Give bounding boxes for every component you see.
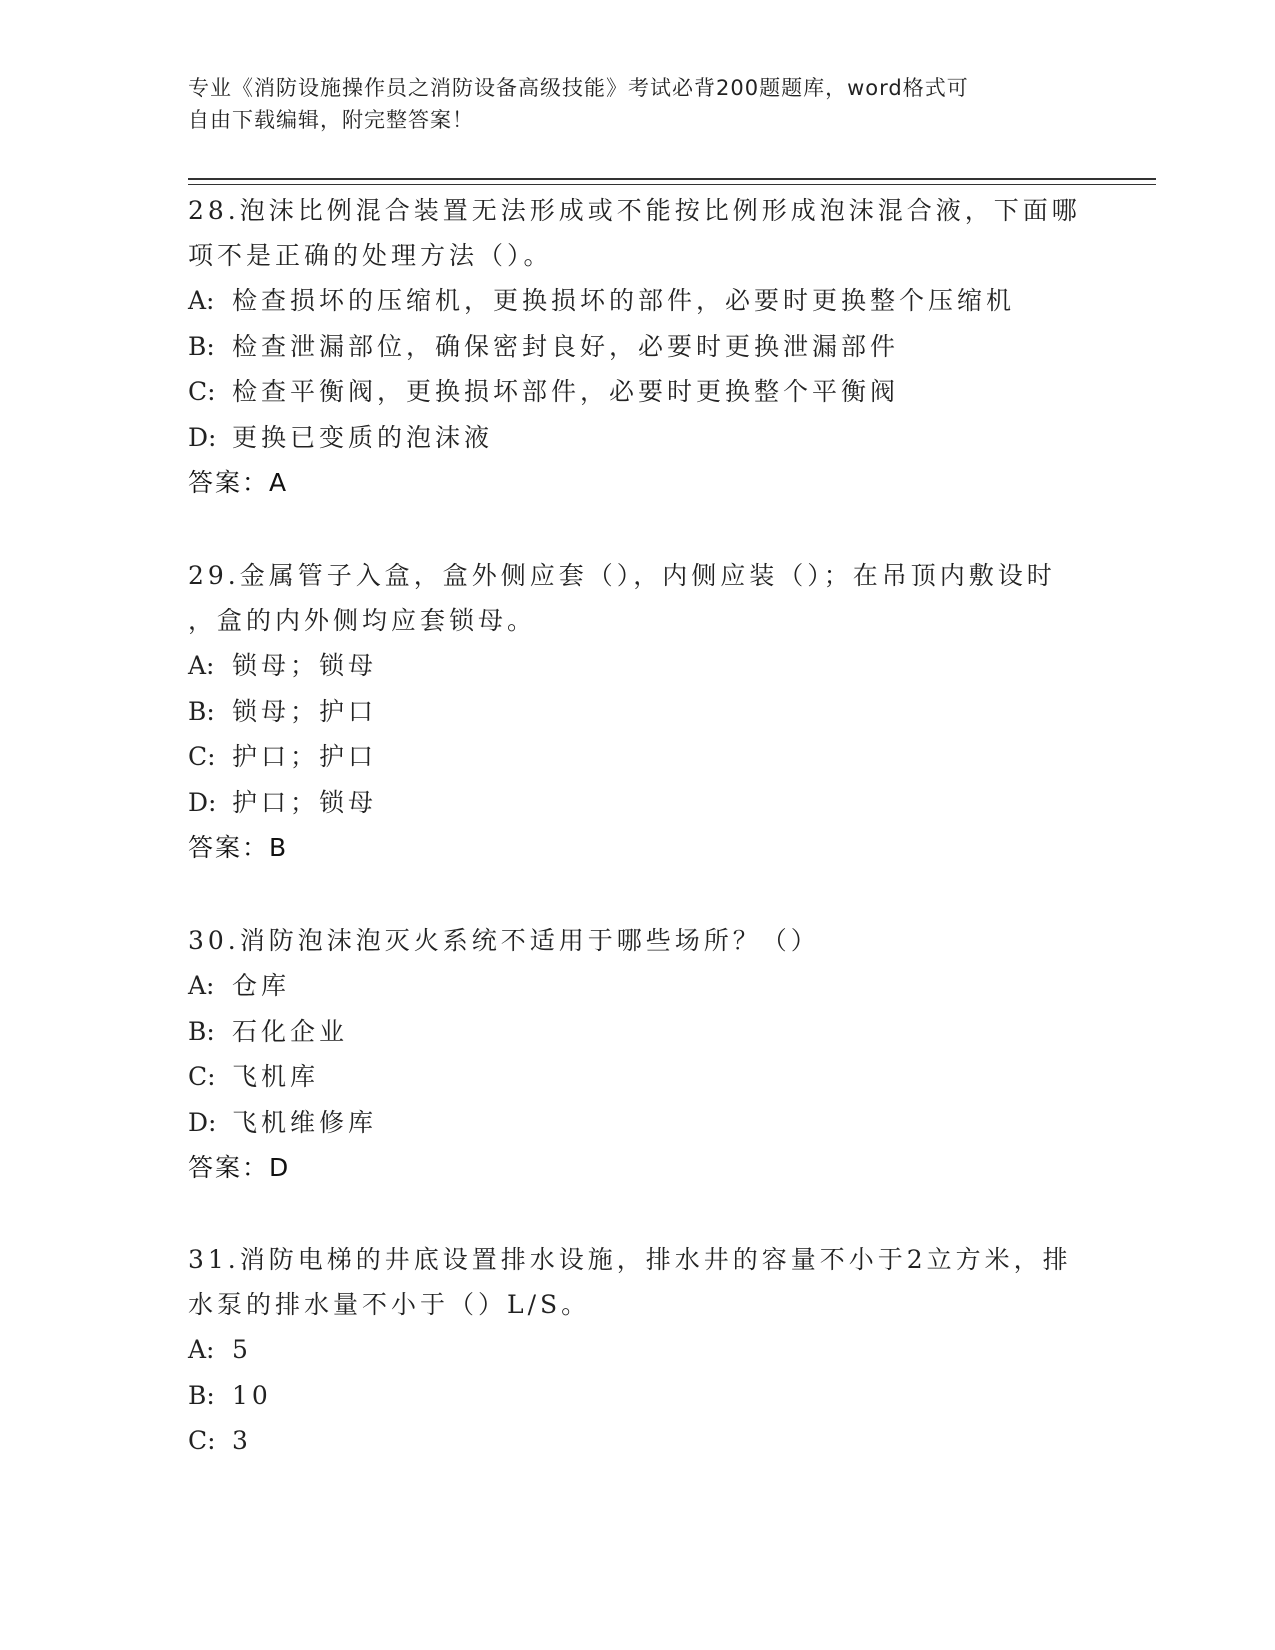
- option-text: 10: [232, 1380, 272, 1410]
- option-text: 检查损坏的压缩机，更换损坏的部件，必要时更换整个压缩机: [232, 286, 1016, 315]
- option-text: 护口；锁母: [232, 787, 378, 817]
- option-b: [188, 324, 1088, 370]
- header-line-2: 自由下载编辑，附完整答案！: [188, 108, 474, 132]
- option-text: 检查平衡阀，更换损坏部件，必要时更换整个平衡阀: [232, 377, 900, 406]
- option-text: 3: [232, 1426, 252, 1455]
- option-letter: A:: [188, 1335, 215, 1364]
- option-letter: D:: [188, 1107, 217, 1137]
- question-30: [188, 918, 1088, 1191]
- document-header: [188, 72, 1068, 136]
- answer-line: 答案：B: [188, 833, 289, 862]
- option-c: [188, 1418, 1088, 1464]
- option-text: 锁母；护口: [232, 696, 378, 726]
- option-b: [188, 689, 1088, 735]
- question-stem-line-1: 30.消防泡沫泡灭火系统不适用于哪些场所？（）: [188, 926, 820, 955]
- option-letter: B:: [188, 331, 215, 361]
- question-stem-line-1: 29.金属管子入盒，盒外侧应套（），内侧应装（）；在吊顶内敷设时: [188, 561, 1056, 590]
- option-text: 飞机库: [232, 1062, 320, 1091]
- option-text: 更换已变质的泡沫液: [232, 422, 494, 452]
- option-text: 护口；护口: [232, 742, 378, 771]
- option-letter: A:: [188, 651, 215, 680]
- option-text: 锁母；锁母: [232, 651, 378, 680]
- option-text: 5: [232, 1335, 252, 1364]
- option-b: [188, 1373, 1088, 1419]
- option-text: 石化企业: [232, 1016, 349, 1046]
- question-stem-line-2: 水泵的排水量不小于（）L/S。: [188, 1290, 591, 1319]
- header-divider-thin: [188, 184, 1156, 185]
- option-letter: A:: [188, 286, 215, 315]
- question-31: [188, 1237, 1088, 1464]
- option-d: [188, 1100, 1088, 1146]
- option-letter: C:: [188, 1062, 216, 1091]
- option-letter: B:: [188, 1016, 215, 1046]
- option-a: [188, 643, 1088, 689]
- option-a: [188, 1327, 1088, 1373]
- option-c: [188, 1054, 1088, 1100]
- option-letter: C:: [188, 1426, 216, 1455]
- question-stem-line-1: 28.泡沫比例混合装置无法形成或不能按比例形成泡沫混合液，下面哪: [188, 196, 1081, 225]
- option-d: [188, 780, 1088, 826]
- answer-line: 答案：D: [188, 1153, 291, 1182]
- question-stem-line-2: 项不是正确的处理方法（）。: [188, 241, 553, 270]
- option-b: [188, 1009, 1088, 1055]
- option-letter: B:: [188, 696, 215, 726]
- option-letter: D:: [188, 787, 217, 817]
- option-c: [188, 734, 1088, 780]
- option-letter: A:: [188, 971, 215, 1000]
- question-28: [188, 188, 1088, 506]
- question-stem-line-1: 31.消防电梯的井底设置排水设施，排水井的容量不小于2立方米，排: [188, 1245, 1072, 1274]
- option-text: 仓库: [232, 971, 291, 1000]
- question-29: [188, 553, 1088, 871]
- option-letter: B:: [188, 1380, 215, 1410]
- option-d: [188, 415, 1088, 461]
- question-stem-line-2: ，盒的内外侧均应套锁母。: [188, 606, 537, 635]
- option-c: [188, 369, 1088, 415]
- option-letter: C:: [188, 377, 216, 406]
- header-line-1: 专业《消防设施操作员之消防设备高级技能》考试必背200题题库，word格式可: [188, 76, 969, 100]
- option-letter: D:: [188, 422, 217, 452]
- option-text: 检查泄漏部位，确保密封良好，必要时更换泄漏部件: [232, 331, 900, 361]
- option-letter: C:: [188, 742, 216, 771]
- header-divider-thick: [188, 178, 1156, 180]
- option-text: 飞机维修库: [232, 1107, 378, 1137]
- answer-line: 答案：A: [188, 468, 289, 497]
- option-a: [188, 963, 1088, 1009]
- option-a: [188, 278, 1088, 324]
